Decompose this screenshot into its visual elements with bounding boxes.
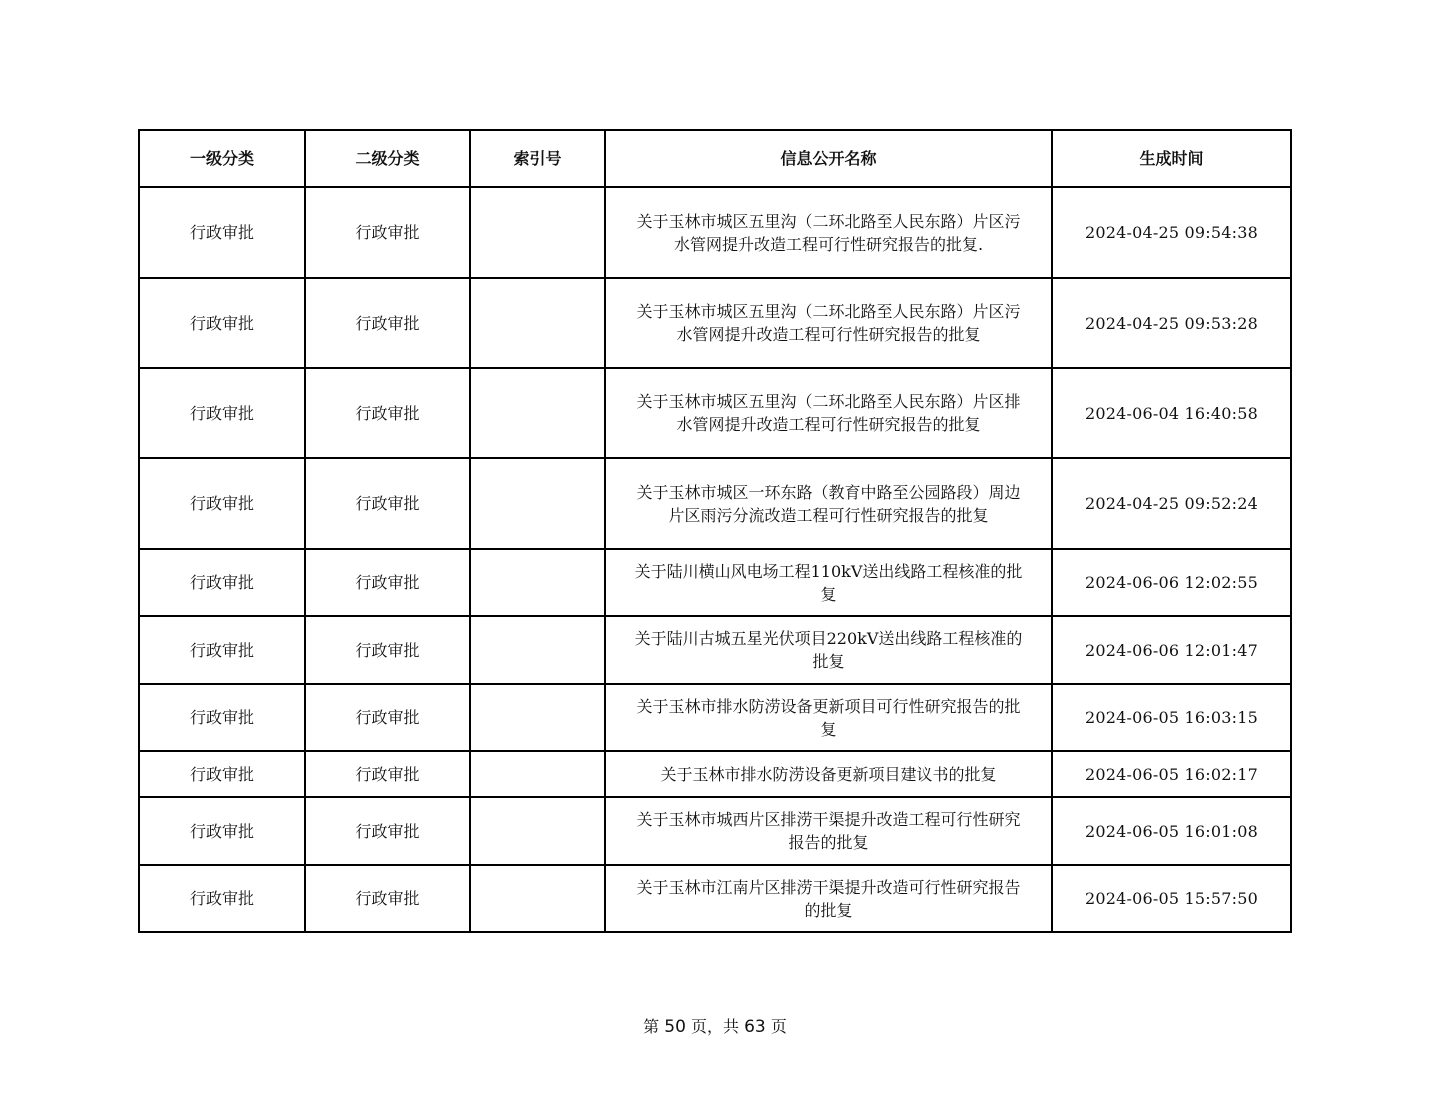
footer-middle: 页，共 [690,1017,739,1036]
cell-name [605,368,1052,458]
cell-cat2: 行政审批 [305,549,470,616]
cell-name [605,616,1052,684]
cell-time: 2024-06-05 16:02:17 [1052,751,1291,797]
cell-index [470,368,605,458]
cell-time: 2024-06-05 15:57:50 [1052,865,1291,932]
header-time: 生成时间 [1052,130,1291,187]
cell-index [470,278,605,368]
cell-time: 2024-06-06 12:02:55 [1052,549,1291,616]
cell-cat1: 行政审批 [139,458,305,549]
cell-cat2: 行政审批 [305,616,470,684]
cell-name-line: 关于玉林市江南片区排涝干渠提升改造可行性研究报告 [636,877,1021,897]
cell-name-line: 的批复 [804,900,853,920]
cell-time: 2024-06-05 16:01:08 [1052,797,1291,865]
cell-index [470,616,605,684]
table-row [139,684,1291,751]
header-name: 信息公开名称 [605,130,1052,187]
cell-name-line: 报告的批复 [788,833,869,852]
cell-time: 2024-04-25 09:52:24 [1052,458,1291,549]
table-row [139,616,1291,684]
table-row [139,278,1291,368]
table-body [139,187,1291,932]
cell-name [605,458,1052,549]
table-row [139,751,1291,797]
cell-cat1: 行政审批 [139,865,305,932]
cell-cat2: 行政审批 [305,865,470,932]
cell-name-line: 关于玉林市城西片区排涝干渠提升改造工程可行性研究 [636,810,1021,829]
cell-index [470,458,605,549]
cell-cat1: 行政审批 [139,278,305,368]
cell-name [605,278,1052,368]
cell-name [605,797,1052,865]
cell-index [470,797,605,865]
table-row [139,458,1291,549]
cell-name-line: 复 [820,719,837,739]
cell-name-line: 水管网提升改造工程可行性研究报告的批复 [676,415,981,434]
cell-time: 2024-06-04 16:40:58 [1052,368,1291,458]
cell-time: 2024-04-25 09:54:38 [1052,187,1291,278]
cell-cat1: 行政审批 [139,187,305,278]
table-header-row [139,130,1291,187]
cell-name-line: 水管网提升改造工程可行性研究报告的批复 [676,325,981,344]
cell-name-line: 关于玉林市城区五里沟（二环北路至人民东路）片区排 [636,392,1021,411]
cell-cat1: 行政审批 [139,549,305,616]
cell-cat2: 行政审批 [305,797,470,865]
cell-cat1: 行政审批 [139,368,305,458]
cell-name [605,751,1052,797]
cell-name [605,684,1052,751]
cell-name [605,865,1052,932]
table-row [139,549,1291,616]
cell-time: 2024-06-05 16:03:15 [1052,684,1291,751]
cell-name-line: 水管网提升改造工程可行性研究报告的批复. [673,234,984,254]
cell-time: 2024-04-25 09:53:28 [1052,278,1291,368]
cell-cat1: 行政审批 [139,616,305,684]
cell-name [605,549,1052,616]
footer-total-pages: 63 [744,1017,766,1037]
cell-time: 2024-06-06 12:01:47 [1052,616,1291,684]
table-row [139,368,1291,458]
header-cat1: 一级分类 [139,130,305,187]
cell-index [470,549,605,616]
cell-cat2: 行政审批 [305,458,470,549]
cell-cat2: 行政审批 [305,187,470,278]
cell-name-line: 关于玉林市排水防涝设备更新项目可行性研究报告的批 [636,696,1021,716]
cell-name-line: 复 [820,584,837,604]
cell-cat2: 行政审批 [305,684,470,751]
header-cat2: 二级分类 [305,130,470,187]
cell-name-line: 片区雨污分流改造工程可行性研究报告的批复 [668,505,989,525]
cell-name-line: 关于玉林市城区五里沟（二环北路至人民东路）片区污 [636,302,1021,321]
cell-cat2: 行政审批 [305,368,470,458]
table-row [139,187,1291,278]
cell-name-line: 关于玉林市城区五里沟（二环北路至人民东路）片区污 [636,211,1021,231]
cell-name-line: 关于玉林市排水防涝设备更新项目建议书的批复 [660,764,997,784]
footer-suffix: 页 [770,1017,787,1036]
cell-name-line: 关于玉林市城区一环东路（教育中路至公园路段）周边 [636,482,1021,502]
page-footer [0,1016,1430,1038]
cell-cat2: 行政审批 [305,278,470,368]
footer-page-number: 50 [664,1017,686,1037]
cell-name-line: 关于陆川古城五星光伏项目220kV送出线路工程核准的 [634,629,1023,648]
table-row [139,797,1291,865]
cell-index [470,187,605,278]
footer-prefix: 第 [643,1017,660,1036]
cell-name [605,187,1052,278]
cell-name-line: 关于陆川横山风电场工程110kV送出线路工程核准的批 [634,561,1023,581]
cell-cat1: 行政审批 [139,684,305,751]
cell-index [470,684,605,751]
cell-name-line: 批复 [812,652,845,671]
cell-index [470,751,605,797]
info-disclosure-table [138,129,1292,933]
cell-cat1: 行政审批 [139,797,305,865]
header-index: 索引号 [470,130,605,187]
cell-index [470,865,605,932]
cell-cat1: 行政审批 [139,751,305,797]
cell-cat2: 行政审批 [305,751,470,797]
table-row [139,865,1291,932]
